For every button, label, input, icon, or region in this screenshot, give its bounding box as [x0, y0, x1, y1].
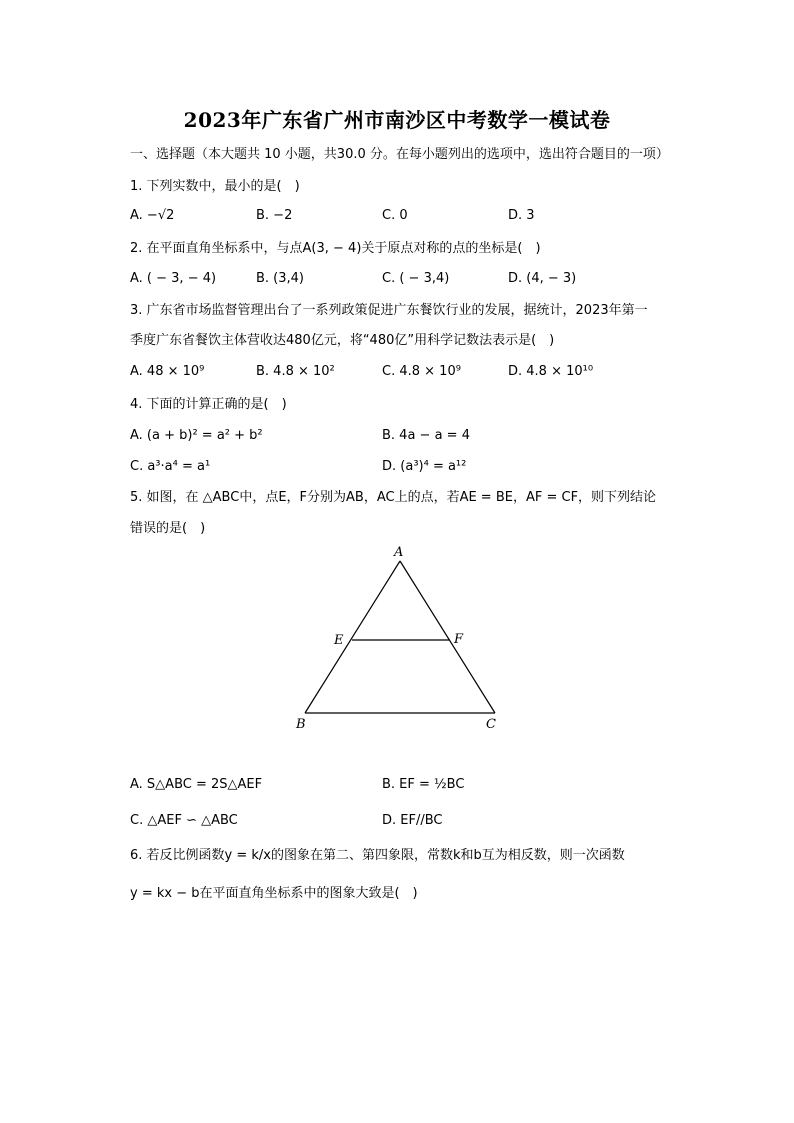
- question-5-option-d: D. EF//BC: [382, 813, 443, 828]
- question-2-option-b: B. (3,4): [256, 271, 305, 286]
- question-4-option-b: B. 4a − a = 4: [382, 428, 470, 443]
- question-4-option-a: A. (a + b)² = a² + b²: [130, 428, 263, 443]
- question-3-option-b: B. 4.8 × 10²: [256, 364, 335, 379]
- question-1-option-d: D. 3: [508, 208, 535, 223]
- question-2-option-a: A. ( − 3, − 4): [130, 271, 217, 286]
- point-label-f: F: [454, 632, 464, 647]
- question-2-stem: 2. 在平面直角坐标系中，与点A(3, − 4)关于原点对称的点的坐标是( ): [130, 241, 541, 256]
- question-4-option-d: D. (a³)⁴ = a¹²: [382, 459, 467, 474]
- side-ab: [305, 561, 400, 713]
- question-3-option-c: C. 4.8 × 10⁹: [382, 364, 461, 379]
- question-2-option-c: C. ( − 3,4): [382, 271, 450, 286]
- triangle-figure: [290, 540, 510, 735]
- side-ac: [400, 561, 495, 713]
- question-1-option-a: A. −√2: [130, 208, 175, 223]
- vertex-label-b: B: [296, 717, 306, 732]
- vertex-label-c: C: [486, 717, 496, 732]
- question-5-stem-line-2: 错误的是( ): [130, 521, 206, 536]
- point-label-e: E: [334, 633, 344, 648]
- question-4-stem: 4. 下面的计算正确的是( ): [130, 397, 287, 412]
- question-5-stem-line-1: 5. 如图，在 △ABC中，点E，F分别为AB，AC上的点，若AE = BE，AF = CF，则下列结论: [130, 490, 657, 505]
- question-5-option-a: A. S△ABC = 2S△AEF: [130, 777, 263, 792]
- vertex-label-a: A: [394, 545, 404, 560]
- page-title: 2023年广东省广州市南沙区中考数学一模试卷: [183, 108, 611, 132]
- question-3-option-a: A. 48 × 10⁹: [130, 364, 205, 379]
- question-3-option-d: D. 4.8 × 10¹⁰: [508, 364, 594, 379]
- question-3-stem-line-2: 季度广东省餐饮主体营收达480亿元，将“480亿”用科学记数法表示是( ): [130, 333, 555, 348]
- question-3-stem-line-1: 3. 广东省市场监督管理出台了一系列政策促进广东餐饮行业的发展，据统计，2023年第一: [130, 303, 648, 318]
- question-5-option-b: B. EF = ½BC: [382, 777, 465, 792]
- section-heading: 一、选择题（本大题共 10 小题，共30.0 分。在每小题列出的选项中，选出符合题目的一项）: [130, 147, 669, 162]
- question-1-option-b: B. −2: [256, 208, 293, 223]
- question-2-option-d: D. (4, − 3): [508, 271, 577, 286]
- question-1-option-c: C. 0: [382, 208, 408, 223]
- question-5-option-c: C. △AEF ∽ △ABC: [130, 813, 238, 828]
- question-6-stem-line-2: y = kx − b在平面直角坐标系中的图象大致是( ): [130, 886, 418, 901]
- question-6-stem-line-1: 6. 若反比例函数y = k/x的图象在第二、第四象限，常数k和b互为相反数，则一次函数: [130, 848, 625, 863]
- question-1-stem: 1. 下列实数中，最小的是( ): [130, 179, 300, 194]
- question-4-option-c: C. a³·a⁴ = a¹: [130, 459, 211, 474]
